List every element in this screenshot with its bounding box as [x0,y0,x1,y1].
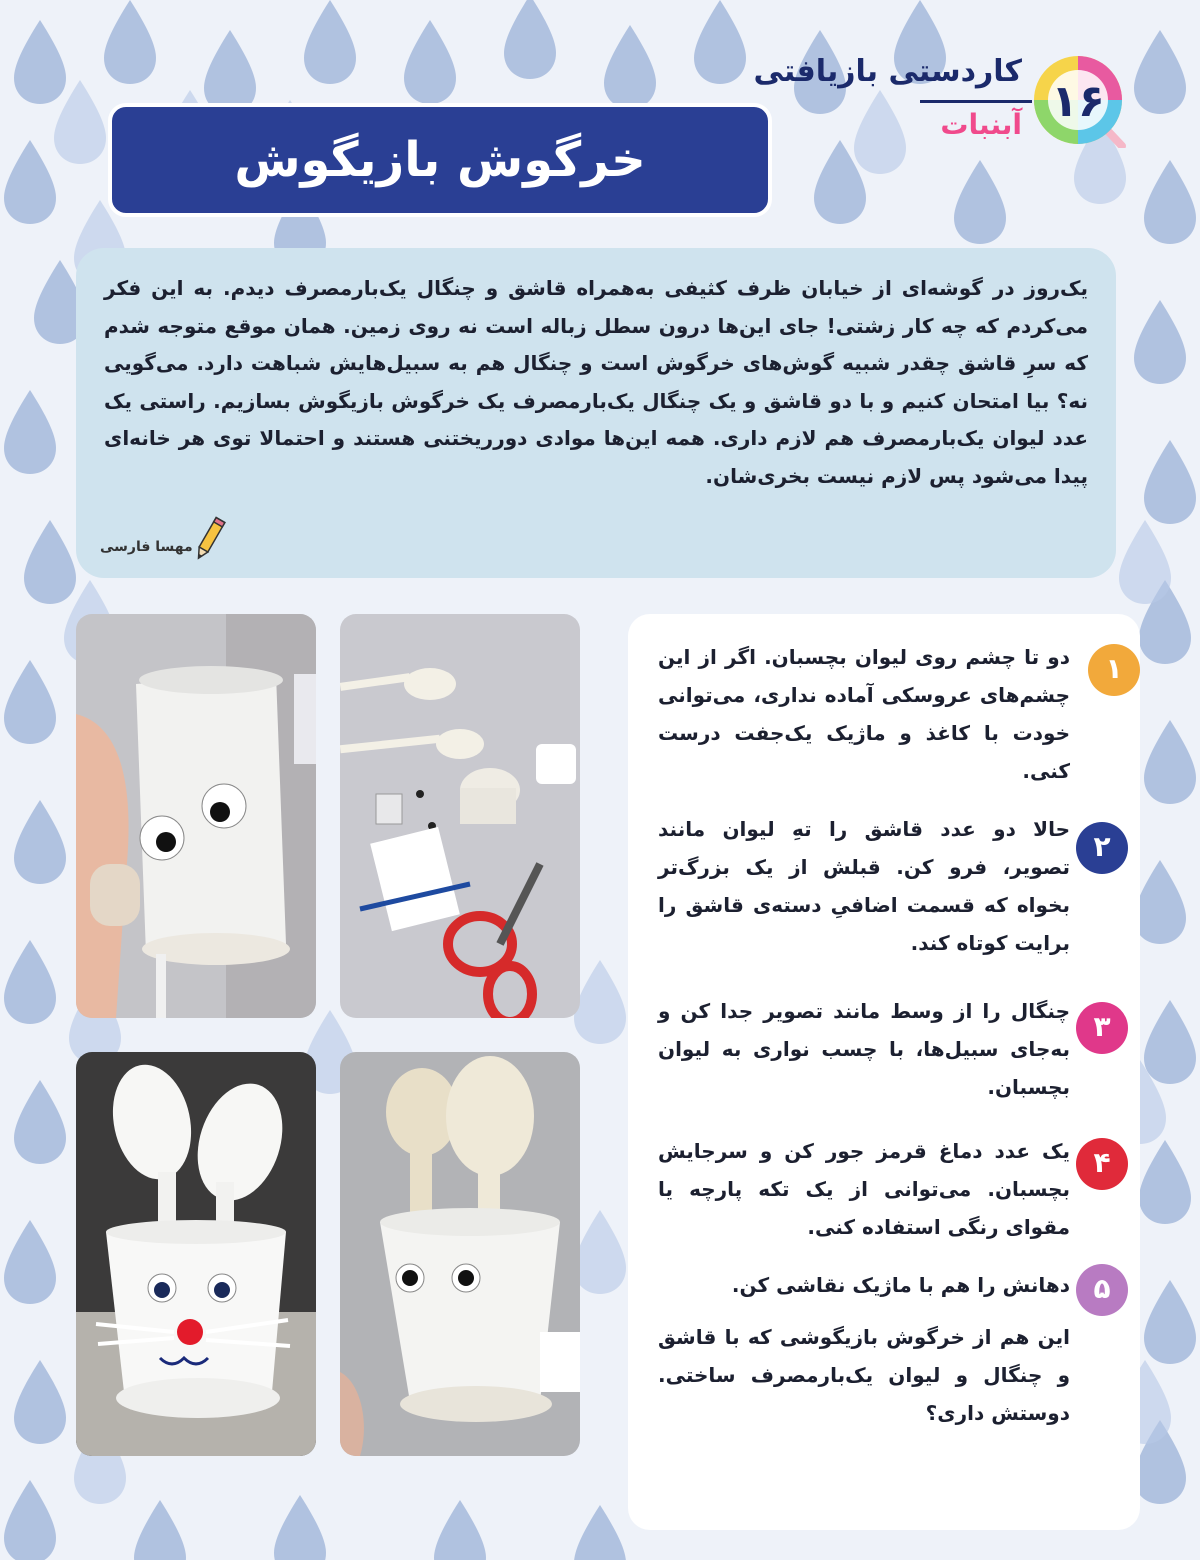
cup-with-spoons-image [340,1052,580,1456]
section-underline [920,100,1032,103]
step-3-text: چنگال را از وسط مانند تصویر جدا کن و به‌جای سبیل‌ها، با چسب نواری به لیوان بچسبان. [658,999,1070,1099]
step-2-text: حالا دو عدد قاشق را تهِ لیوان مانند تصویر، فرو کن. قبلش از یک بزرگ‌تر بخواه که قسمت اضافیِ دسته‌ی قاشق را برایت کوتاه کند. [658,817,1070,955]
intro-box [76,248,1116,578]
cup-with-eyes-image [76,614,316,1018]
materials-image [340,614,580,1018]
outro-text: این هم از خرگوش بازیگوشی که با قاشق و چنگال و لیوان یک‌بارمصرف ساختی. دوستش داری؟ [658,1325,1070,1425]
step-number-badge: ۱ [1088,644,1140,696]
page-number: ۱۶ [1051,76,1105,127]
photo-materials [340,614,580,1018]
pencil-icon [192,515,226,565]
step-number-badge: ۳ [1076,1002,1128,1054]
step-4-text: یک عدد دماغ قرمز جور کن و سرجایش بچسبان. می‌توانی از یک تکه پارچه یا مقوای رنگی استفاده کنی. [658,1139,1070,1239]
magazine-logo: آبنبات [940,108,1022,141]
photo-step-1 [76,614,316,1018]
intro-text: یک‌روز در گوشه‌ای از خیابان ظرف کثیفی به‌همراه قاشق و چنگال یک‌بارمصرف دیدم. به این فکر می‌کردم که چه کار زشتی! جای این‌ها درون سطل زباله است نه روی زمین. همان موقع متوجه شدم که سرِ قاشق چقدر شبیه گوش‌های خرگوش است و چنگال هم به سبیل‌هایش شباهت دارد. می‌گویی نه؟ بیا امتحان کنیم و با دو قاشق و یک چنگال یک‌بارمصرف یک خرگوش بازیگوش بسازیم. راستی یک عدد لیوان یک‌بارمصرف هم لازم داری. همه این‌ها موادی دورریختنی هستند و احتمالا توی هر خانه‌ای پیدا می‌شود پس لازم نیست بخری‌شان. [104,276,1088,488]
author-credit [100,515,230,575]
finished-bunny-image [76,1052,316,1456]
step-number-badge: ۴ [1076,1138,1128,1190]
step-number-badge: ۲ [1076,822,1128,874]
step-number-badge: ۵ [1076,1264,1128,1316]
author-name: مهسا فارسی [100,539,193,555]
step-1-text: دو تا چشم روی لیوان بچسبان. اگر از این چشم‌های عروسکی آماده نداری، می‌توانی خودت با کاغذ و ماژیک یک‌جفت درست کنی. [658,645,1070,783]
photo-step-2 [340,1052,580,1456]
steps-card [628,614,1140,1530]
photo-finished-bunny [76,1052,316,1456]
section-title: کاردستی بازیافتی [753,54,1022,89]
step-5-text: دهانش را هم با ماژیک نقاشی کن. [731,1273,1070,1297]
page-title: خرگوش بازیگوش [234,132,646,188]
